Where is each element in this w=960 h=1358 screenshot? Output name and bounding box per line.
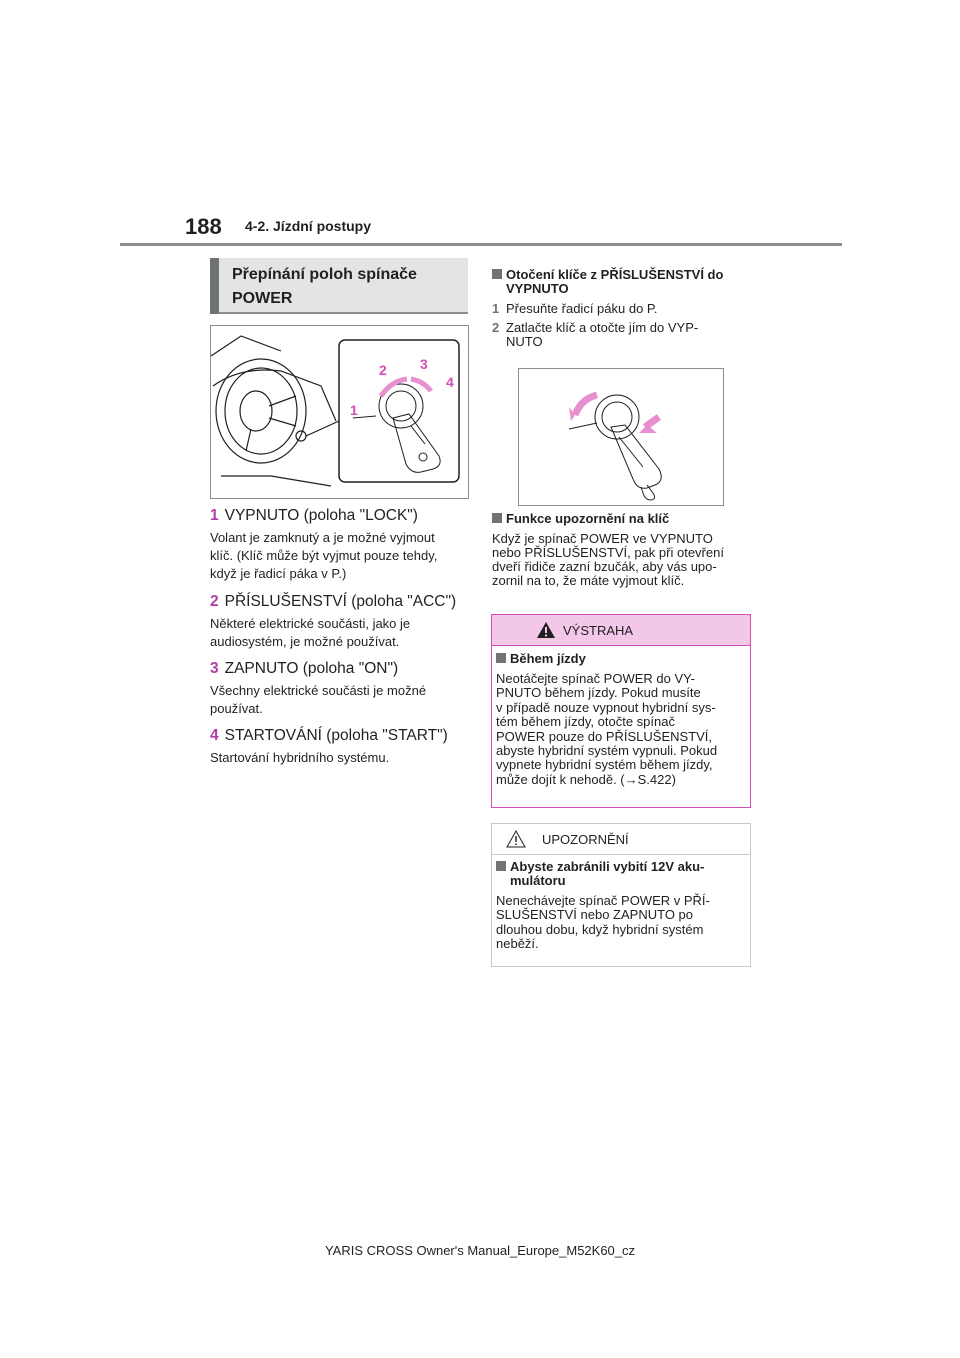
square-bullet-icon [496,653,506,663]
caution-text-line: Nenechávejte spínač POWER v PŘÍ- [496,893,710,908]
position-3-desc-line: používat. [210,701,263,716]
position-4-number: 4 [210,727,219,744]
turn-key-heading-line: VYPNUTO [506,281,569,296]
position-4-title: STARTOVÁNÍ (poloha "START") [224,727,448,744]
caution-body [496,860,744,952]
position-1-number: 1 [210,507,219,524]
position-1-desc-line: Volant je zamknutý a je možné vyjmout [210,530,435,545]
key-reminder-heading-text: Funkce upozornění na klíč [506,511,670,526]
section-heading-bar [210,258,219,314]
caution-triangle-icon [506,830,526,848]
turn-key-section [492,268,750,349]
position-1-heading [210,507,465,525]
position-2-number: 2 [210,593,219,610]
section-title [232,263,462,311]
position-2-desc-line: Některé elektrické součásti, jako je [210,616,411,631]
power-switch-illustration [210,325,469,499]
header-rule [120,243,842,246]
position-3-number: 3 [210,660,219,677]
caution-title: UPOZORNĚNÍ [542,832,629,847]
position-2-desc-line: audiosystém, je možné používat. [210,634,400,649]
key-reminder-line: zornil na to, že máte vyjmout klíč. [492,573,685,588]
step-2-number: 2 [492,320,500,335]
position-1-desc-line: klíč. (Klíč může být vyjmut pouze tehdy, [210,548,438,563]
position-3-block [210,660,465,718]
position-2-title: PŘÍSLUŠENSTVÍ (poloha "ACC") [224,593,457,610]
warning-text [496,672,744,787]
callout-4: 4 [446,374,454,390]
position-2-block [210,593,465,651]
chapter-title: 4-2. Jízdní postupy [245,218,372,234]
turn-key-heading-line: Otočení klíče z PŘÍSLUŠENSTVÍ do [506,267,724,282]
section-title-line-2: POWER [232,290,293,307]
position-3-description [210,682,465,718]
warning-text-line: může dojít k nehodě. (→S.422) [496,771,676,787]
step-1-number: 1 [492,301,500,316]
warning-text-line: PNUTO během jízdy. Pokud musíte [496,685,701,701]
warning-subheading [496,651,744,666]
step-2-text: NUTO [506,334,543,349]
warning-triangle-icon [536,621,556,639]
callout-1: 1 [350,402,358,418]
step-2 [492,321,750,349]
caution-text [496,894,744,952]
caution-subheading-line: Abyste zabránili vybití 12V aku- [510,859,705,874]
warning-text-line: tém během jízdy, otočte spínač [496,714,675,730]
step-2-text: Zatlačte klíč a otočte jím do VYP- [506,320,699,335]
square-bullet-icon [496,861,506,871]
position-3-heading [210,660,465,678]
position-3-desc-line: Všechny elektrické součásti je možné [210,683,427,698]
key-reminder-text [492,532,750,588]
position-2-description [210,615,465,651]
step-1-text: Přesuňte řadicí páku do P. [506,301,658,316]
callout-3: 3 [420,356,428,372]
position-4-desc-line: Startování hybridního systému. [210,750,390,765]
section-heading-box [210,258,468,314]
key-reminder-line: Když je spínač POWER ve VYPNUTO [492,531,713,546]
warning-text-line: vypnete hybridní systém během jízdy, [496,757,713,773]
page-footer: YARIS CROSS Owner's Manual_Europe_M52K60_cz [324,1243,636,1258]
key-turn-illustration-svg [519,369,723,505]
section-title-line-1: Přepínání poloh spínače [232,266,417,283]
page-number: 188 [185,214,222,239]
caution-box [491,823,751,967]
step-1 [492,302,750,316]
key-reminder-line: nebo PŘÍSLUŠENSTVÍ, pak při otevření [492,545,724,560]
warning-box [491,614,751,808]
caution-text-line: neběží. [496,936,539,952]
caution-subheading-line: mulátoru [510,873,566,888]
position-4-description [210,749,465,767]
position-1-title: VYPNUTO (poloha "LOCK") [224,507,418,524]
warning-text-line: POWER pouze do PŘÍSLUŠENSTVÍ, [496,728,713,744]
position-3-title: ZAPNUTO (poloha "ON") [224,660,399,677]
position-1-desc-line: když je řadicí páka v P.) [210,566,347,581]
key-turn-illustration [518,368,724,506]
warning-title: VÝSTRAHA [563,623,634,638]
warning-text-line: Neotáčejte spínač POWER do VY- [496,671,695,686]
position-4-block [210,727,465,767]
caution-subheading [496,860,744,888]
callout-2: 2 [379,362,387,378]
position-4-heading [210,727,465,745]
warning-header [492,615,750,646]
key-reminder-heading [492,512,750,526]
caution-header [492,824,750,855]
square-bullet-icon [492,269,502,279]
power-switch-illustration-svg [211,326,468,498]
key-reminder-section [492,512,750,588]
position-1-description [210,529,465,583]
position-2-heading [210,593,465,611]
warning-text-line: abyste hybridní systém vypnuli. Pokud [496,743,718,759]
position-1-block [210,507,465,583]
warning-body [496,651,744,787]
warning-subheading-text: Během jízdy [510,651,586,666]
caution-text-line: dlouhou dobu, když hybridní systém [496,921,704,937]
warning-text-line: v případě nouze vypnout hybridní sys- [496,699,716,715]
turn-key-heading [492,268,750,296]
key-reminder-line: dveří řidiče zazní bzučák, aby vás upo- [492,559,717,574]
square-bullet-icon [492,513,502,523]
caution-text-line: SLUŠENSTVÍ nebo ZAPNUTO po [496,907,694,923]
